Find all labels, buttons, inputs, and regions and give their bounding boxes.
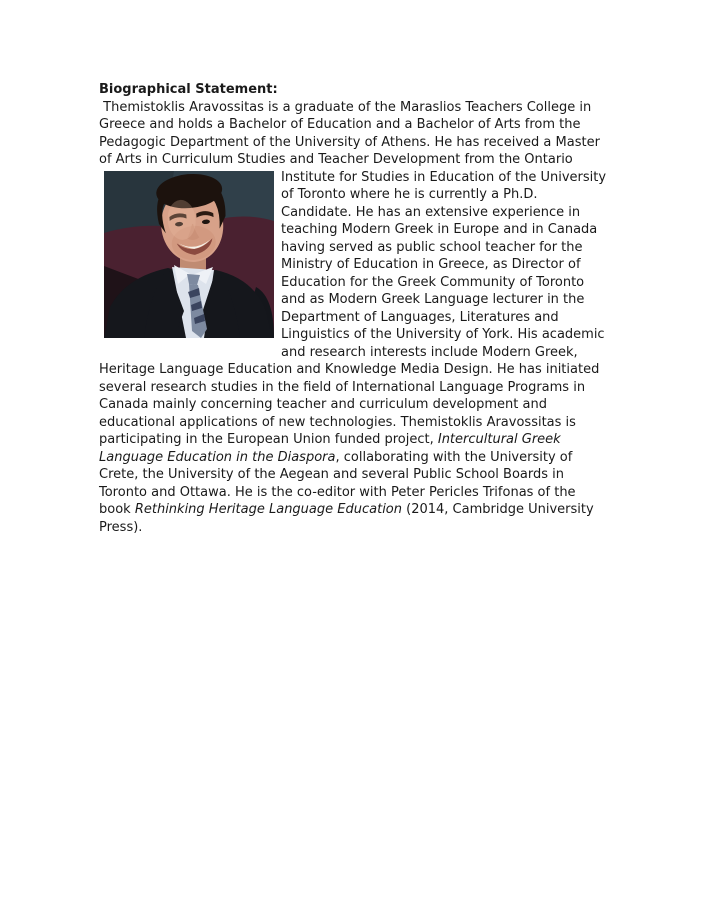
bio-italic-segment: Intercultural Greek Language Education in the Diaspora bbox=[99, 432, 561, 465]
bio-text-segment: University of Toronto where he is currently a Ph.D. Candidate. He has an extensive experience in teaching Modern Greek in Europe and in Canada having served as public school teacher for the Ministry of Education in Greece, as Director of Education for the Greek Community of Toronto and as Modern Greek Language lecturer in the Department of Languages, Literatures and Linguistics of the University of York. His academic and research interests include Modern Greek, Heritage Language Education and Knowledge Media Design. He has initiated several research studies in the field of International Language Programs in Canada mainly concerning teacher and curriculum development and educational applications of new technologies. Themistoklis Aravossitas is participating in the European Union funded project, bbox=[99, 169, 607, 447]
bio-text-segment: (2014, Cambridge University Press). bbox=[99, 502, 594, 535]
bio-italic-segment: Rethinking Heritage Language Education bbox=[134, 502, 402, 517]
bio-section bbox=[99, 81, 607, 536]
bio-body bbox=[99, 99, 607, 537]
portrait-photo bbox=[104, 171, 274, 338]
bio-title: Biographical Statement: bbox=[99, 82, 278, 97]
bio-text-segment: , collaborating with the University of Crete, the University of the Aegean and several Public School Boards in Toronto and Ottawa. He is the co-editor with Peter Pericles Trifonas of the book bbox=[99, 449, 576, 517]
bio-intro-text: Themistoklis Aravossitas is a graduate of the Maraslios Teachers College in Greece and holds a Bachelor of Education and a Bachelor of Arts from the Pedagogic Department of the University of Athens. He has received a Master of Arts in Curriculum Studies and Teacher Development from the Ontario Institute for Studies in Education of the bbox=[99, 99, 605, 185]
